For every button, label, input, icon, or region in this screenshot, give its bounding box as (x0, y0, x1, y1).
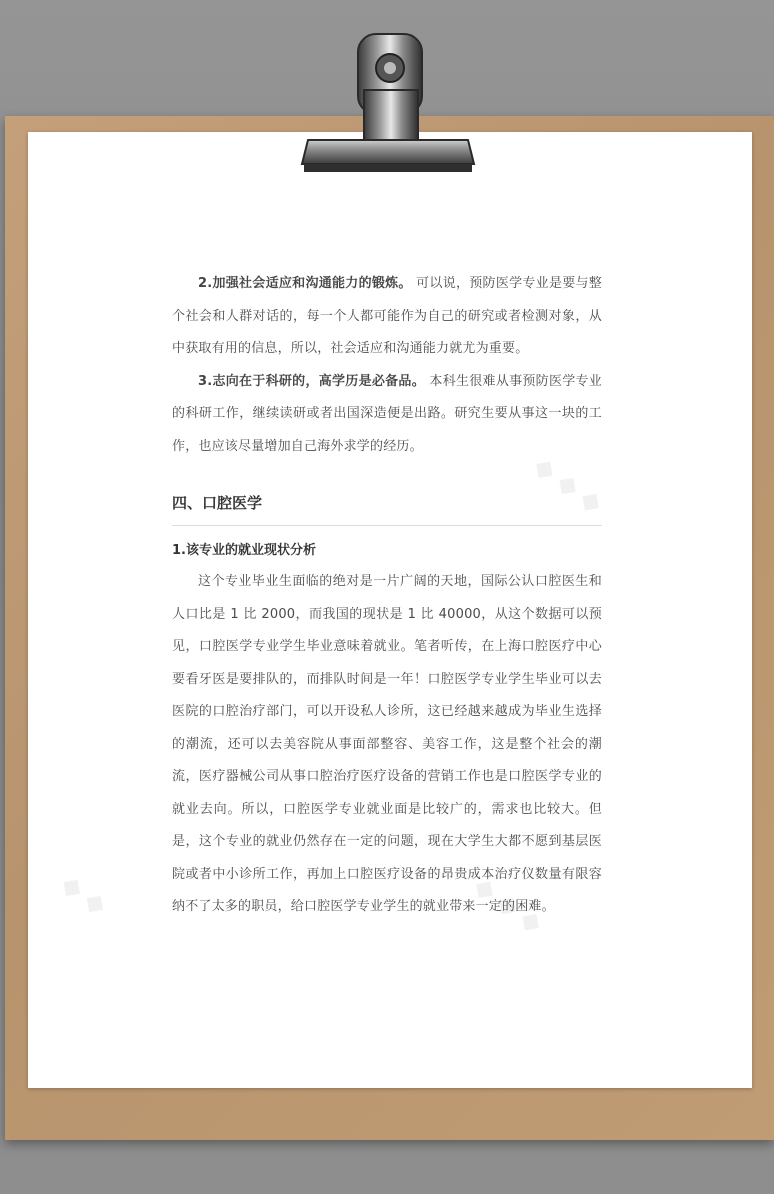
binder-clip-icon (298, 28, 478, 178)
paragraph-text: 可以说，预防医学专业是要与整个社会和人群对话的，每一个人都可能作为自己的研究或者检测对象，从中获取有用的信息，所以，社会适应和沟通能力就尤为重要。 (172, 276, 602, 356)
paragraph-social-adaptation (172, 268, 602, 366)
paragraph-research (172, 366, 602, 464)
section-title: 四、口腔医学 (172, 487, 602, 526)
sub-title: 1.该专业的就业现状分析 (172, 543, 316, 558)
paragraph-lead: 2.加强社会适应和沟通能力的锻炼。 (198, 276, 412, 291)
document-content (172, 268, 602, 924)
paragraph-employment: 这个专业毕业生面临的绝对是一片广阔的天地，国际公认口腔医生和人口比是 1 比 2000，而我国的现状是 1 比 40000，从这个数据可以预见，口腔医学专业学生毕业意味着就业。笔者听传，在上海口腔医疗中心要看牙医是要排队的，而排队时间是一年！口腔医学专业学生毕业可以去医院的口腔治疗部门，可以开设私人诊所，这已经越来越成为毕业生选择的潮流，还可以去美容院从事面部整容、美容工作，这是整个社会的潮流，医疗器械公司从事口腔治疗医疗设备的营销工作也是口腔医学专业的就业去向。所以，口腔医学专业就业面是比较广的，需求也比较大。但是，这个专业的就业仍然存在一定的问题，现在大学生大都不愿到基层医院或者中小诊所工作，再加上口腔医疗设备的昂贵成本治疗仪数量有限容纳不了太多的职员，给口腔医学专业学生的就业带来一定的困难。 (172, 574, 602, 914)
paragraph-text: 本科生很难从事预防医学专业的科研工作，继续读研或者出国深造便是出路。研究生要从事这一块的工作，也应该尽量增加自己海外求学的经历。 (172, 373, 602, 454)
paragraph-lead: 3.志向在于科研的，高学历是必备品。 (198, 373, 425, 389)
